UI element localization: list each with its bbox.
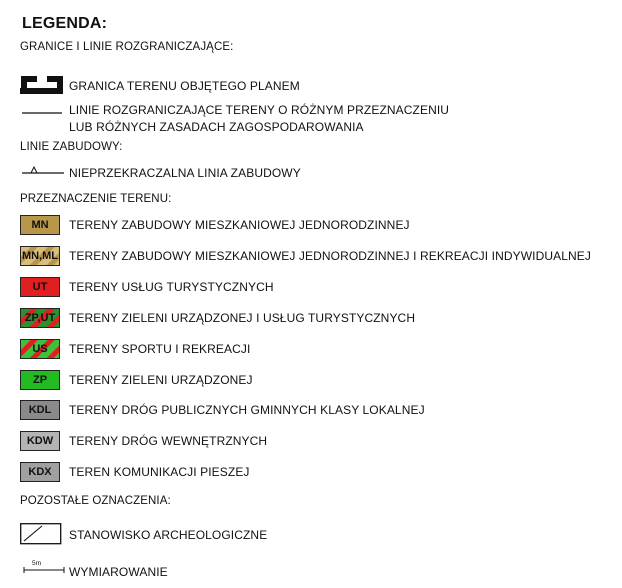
land-use-row-mn-ml [20, 246, 60, 266]
land-use-swatch: KDX [20, 462, 60, 482]
land-use-label: TERENY DRÓG PUBLICZNYCH GMINNYCH KLASY LOKALNEJ [69, 403, 425, 417]
land-use-row-zp [20, 370, 60, 390]
land-use-label: TERENY ZABUDOWY MIESZKANIOWEJ JEDNORODZINNEJ I REKREACJI INDYWIDUALNEJ [69, 249, 591, 263]
land-use-row-kdl [20, 400, 60, 420]
building-line-label: NIEPRZEKRACZALNA LINIA ZABUDOWY [69, 166, 301, 180]
land-use-row-us [20, 339, 60, 359]
building-line-symbol [22, 162, 66, 178]
section-land-use: PRZEZNACZENIE TERENU: [20, 193, 172, 205]
dimension-unit: 5m [32, 560, 42, 567]
dividing-line-label-1: LINIE ROZGRANICZAJĄCE TERENY O RÓŻNYM PRZEZNACZENIU [69, 103, 450, 117]
plan-boundary-symbol [18, 72, 66, 98]
land-use-label: TERENY ZIELENI URZĄDZONEJ [69, 373, 253, 387]
archaeological-site-symbol [20, 523, 62, 545]
land-use-label: TERENY ZIELENI URZĄDZONEJ I USŁUG TURYSTYCZNYCH [69, 311, 416, 325]
land-use-label: TEREN KOMUNIKACJI PIESZEJ [69, 465, 250, 479]
land-use-row-kdw [20, 431, 60, 451]
legend-title: LEGENDA: [22, 15, 108, 32]
dividing-line-symbol [22, 110, 64, 116]
dimensioning-symbol [22, 566, 66, 574]
plan-boundary-label: GRANICA TERENU OBJĘTEGO PLANEM [69, 79, 300, 93]
land-use-swatch: ZP [20, 370, 60, 390]
land-use-swatch: MN [20, 215, 60, 235]
land-use-swatch: UT [20, 277, 60, 297]
section-other: POZOSTAŁE OZNACZENIA: [20, 495, 171, 507]
land-use-label: TERENY SPORTU I REKREACJI [69, 342, 251, 356]
land-use-row-mn [20, 215, 60, 235]
land-use-label: TERENY DRÓG WEWNĘTRZNYCH [69, 434, 268, 448]
section-building-lines: LINIE ZABUDOWY: [20, 141, 123, 153]
dimensioning-label: WYMIAROWANIE [69, 565, 168, 579]
land-use-label: TERENY ZABUDOWY MIESZKANIOWEJ JEDNORODZINNEJ [69, 218, 410, 232]
land-use-row-kdx [20, 462, 60, 482]
land-use-swatch: KDW [20, 431, 60, 451]
land-use-row-ut [20, 277, 60, 297]
dividing-line-label-2: LUB RÓŻNYCH ZASADACH ZAGOSPODAROWANIA [69, 120, 364, 134]
section-boundaries: GRANICE I LINIE ROZGRANICZAJĄCE: [20, 41, 234, 53]
land-use-swatch: ZP,UT [20, 308, 60, 328]
land-use-label: TERENY USŁUG TURYSTYCZNYCH [69, 280, 274, 294]
land-use-row-zp-ut [20, 308, 60, 328]
land-use-swatch: KDL [20, 400, 60, 420]
land-use-swatch: US [20, 339, 60, 359]
land-use-swatch: MN,ML [20, 246, 60, 266]
archaeological-site-label: STANOWISKO ARCHEOLOGICZNE [69, 528, 268, 542]
